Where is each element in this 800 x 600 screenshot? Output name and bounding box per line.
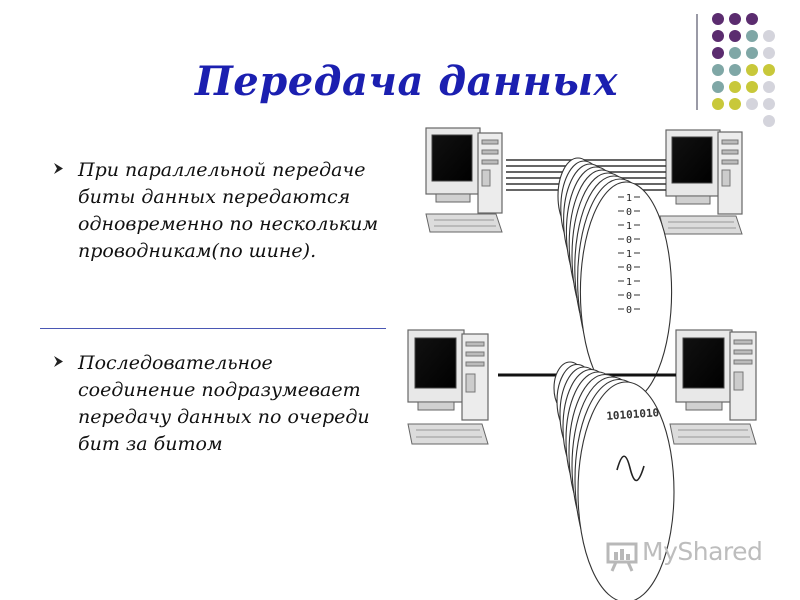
bit-digit: 0 [625,291,633,302]
bullet-serial-text: Последовательное соединение подразумевает передачу данных по очереди бит за битом [78,352,370,455]
serial-bits-label: 10101010 [605,406,660,423]
bit-digit: 1 [625,193,633,204]
bit-digit: 1 [625,277,633,288]
bit-digit: 1 [625,221,633,232]
myshared-logo-icon [606,540,640,572]
bit-digit: 0 [625,235,633,246]
bit-digit: 1 [625,249,633,260]
computer-right-serial [670,330,756,444]
bit-digit: 0 [625,305,633,316]
bit-digit: 0 [625,207,633,218]
computer-left-serial [408,330,488,444]
bit-digit: 0 [625,263,633,274]
bullet-parallel-text: При параллельной передаче биты данных передаются одновременно по нескольким проводникам(по шине). [78,159,379,262]
computer-left-parallel [426,128,502,232]
slide-title: Передача данных [195,58,618,105]
computer-right-parallel [660,130,742,234]
watermark-text: MyShared [642,537,763,566]
